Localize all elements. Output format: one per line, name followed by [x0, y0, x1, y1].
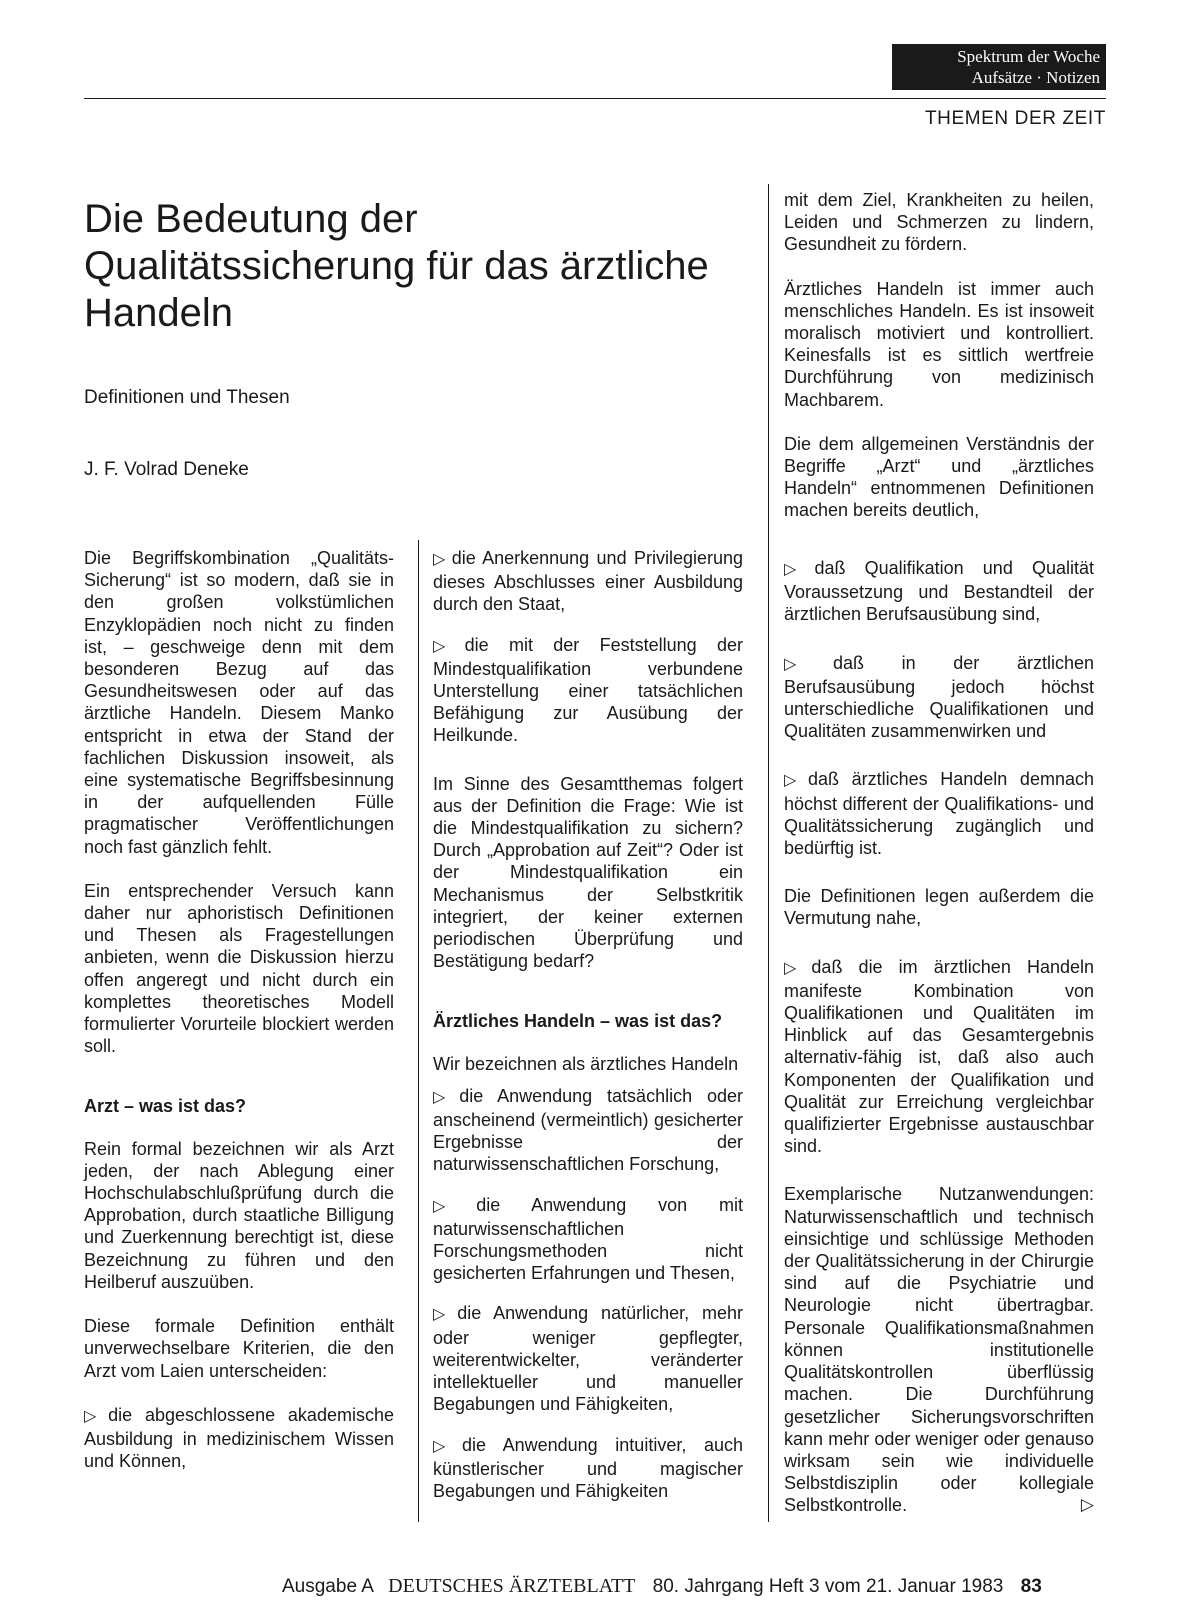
paragraph: Diese formale Definition enthält unverwechselbare Kriterien, die den Arzt vom Laien unterscheiden:	[84, 1316, 394, 1381]
article-title: Die Bedeutung der Qualitätssicherung für das ärztliche Handeln	[84, 197, 709, 335]
bullet-text: die Anerkennung und Privilegierung dieses Abschlusses einer Ausbildung durch den Staat,	[433, 548, 744, 615]
bullet-item	[84, 1404, 394, 1473]
section-label: THEMEN DER ZEIT	[924, 108, 1106, 129]
triangle-bullet-icon: ▷	[433, 551, 448, 568]
footer-edition: Ausgabe A	[282, 1576, 373, 1597]
paragraph: mit dem Ziel, Krankheiten zu heilen, Leiden und Schmerzen zu lindern, Gesundheit zu fördern.	[784, 190, 1094, 255]
page-number: 83	[1020, 1576, 1042, 1597]
column-divider-1	[418, 540, 419, 1522]
paragraph-text: Exemplarische Nutzanwendungen: Naturwissenschaftlich und technisch einsichtige und schlüssige Methoden der Qualitätssicherung in der Chirurgie sind auf die Psychiatrie und Neurologie nicht übertragbar. Personale Qualifikationsmaßnahmen können institutionelle Qualitätskontrollen überflüssig machen. Die Durchführung gesetzlicher Sicherungsvorschriften kann mehr oder weniger oder genauso wirksam sein wie individuelle Selbstdisziplin oder kollegiale Selbstkontrolle.	[784, 1184, 1094, 1516]
bullet-text: die mit der Feststellung der Mindestqualifikation verbundene Unterstellung einer tatsächlichen Befähigung zur Ausübung der Heilkunde.	[433, 634, 743, 746]
footer-issue: 80. Jahrgang Heft 3 vom 21. Januar 1983	[652, 1576, 1004, 1597]
bullet-text: die Anwendung tatsächlich oder anscheinend (vermeintlich) gesicherter Ergebnisse der naturwissenschaftlichen Forschung,	[433, 1085, 743, 1175]
bullet-item	[433, 547, 743, 616]
bullet-text: die Anwendung von mit naturwissenschaftlichen Forschungsmethoden nicht gesicherten Erfahrungen und Thesen,	[433, 1194, 743, 1284]
paragraph	[784, 1183, 1094, 1516]
bullet-text: die abgeschlossene akademische Ausbildung in medizinischem Wissen und Können,	[84, 1404, 394, 1472]
triangle-bullet-icon: ▷	[84, 1407, 105, 1425]
paragraph: Im Sinne des Gesamtthemas folgert aus der Definition die Frage: Wie ist die Mindestqualifikation zu sichern? Durch „Approbation auf Zeit“? Oder ist der Mindestqualifikation ein Mechanismus der Selbstkritik integriert, der keiner externen periodischen Überprüfung und Bestätigung bedarf?	[433, 773, 743, 972]
column-divider-2	[768, 184, 769, 1522]
column-3-top	[784, 189, 1094, 544]
section-box-line2: Aufsätze · Notizen	[971, 68, 1100, 87]
continuation-arrow-icon: ▷	[1080, 1495, 1094, 1515]
bullet-item	[433, 1434, 743, 1503]
paragraph: Ärztliches Handeln ist immer auch menschliches Handeln. Es ist insoweit moralisch motiviert und kontrolliert. Keinesfalls ist es sittlich wertfreie Durchführung von medizinisch Machbarem.	[784, 278, 1094, 410]
bullet-text: daß ärztliches Handeln demnach höchst different der Qualifikations- und Qualitätssicherung zugänglich und bedürftig ist.	[784, 769, 1094, 859]
bullet-text: daß die im ärztlichen Handeln manifeste Kombination von Qualifikationen und Qualitäten im Hinblick auf das Gesamtergebnis alternativ-fähig ist, daß also auch Komponenten der Qualifikation und Qualität zur Erreichung vergleichbar qualifizierter Ergebnisse austauschbar sind.	[784, 956, 1094, 1157]
column-3	[784, 557, 1094, 1539]
paragraph: Die dem allgemeinen Verständnis der Begriffe „Arzt“ und „ärztliches Handeln“ entnommenen Definitionen machen bereits deutlich,	[784, 433, 1094, 521]
section-heading: Ärztliches Handeln – was ist das?	[433, 1011, 723, 1032]
bullet-item	[784, 652, 1094, 743]
bullet-item	[433, 1194, 743, 1285]
triangle-bullet-icon: ▷	[784, 772, 804, 790]
paragraph: Ein entsprechender Versuch kann daher nur aphoristisch Definitionen und Thesen als Fragestellungen anbieten, wenn die Diskussion hierzu offen angeregt und nicht durch ein komplettes theoretisches Modell formulierter Vorurteile blockiert werden soll.	[84, 880, 394, 1057]
paragraph: Wir bezeichnen als ärztliches Handeln	[433, 1053, 739, 1074]
triangle-bullet-icon: ▷	[433, 637, 461, 655]
paragraph: Rein formal bezeichnen wir als Arzt jeden, der nach Ablegung einer Hochschulabschlußprüfung durch die Approbation, durch staatliche Billigung und Zuerkennung berechtigt ist, diese Bezeichnung zu führen und den Heilberuf auszuüben.	[84, 1138, 394, 1292]
top-rule	[84, 98, 1106, 99]
footer-journal: DEUTSCHES ÄRZTEBLATT	[388, 1575, 636, 1597]
triangle-bullet-icon: ▷	[433, 1437, 458, 1455]
bullet-text: die Anwendung intuitiver, auch künstlerischer und magischer Begabungen und Fähigkeiten	[433, 1434, 743, 1501]
triangle-bullet-icon: ▷	[784, 655, 829, 673]
column-2	[433, 547, 743, 1520]
section-box	[892, 44, 1106, 90]
bullet-text: daß Qualifikation und Qualität Voraussetzung und Bestandteil der ärztlichen Berufsausübung sind,	[784, 558, 1095, 625]
paragraph: Die Begriffskombination „Qualitäts-Sicherung“ ist so modern, daß sie in den großen volkstümlichen Enzyklopädien noch nicht zu finden ist, – geschweige denn mit dem besonderen Bezug auf das Gesundheitswesen oder auf das ärztliche Handeln. Diesem Manko entspricht in etwa der Stand der fachlichen Diskussion insoweit, als eine systematische Begriffsbesinnung in der aufquellenden Fülle pragmatischer Veröffentlichungen noch fast gänzlich fehlt.	[84, 548, 394, 857]
bullet-text: daß in der ärztlichen Berufsausübung jedoch höchst unterschiedliche Qualifikationen und Qualitäten zusammenwirken und	[784, 652, 1094, 742]
bullet-item	[433, 1302, 743, 1415]
paragraph: Die Definitionen legen außerdem die Vermutung nahe,	[784, 886, 1094, 929]
triangle-bullet-icon: ▷	[433, 1088, 456, 1106]
triangle-bullet-icon: ▷	[784, 561, 811, 578]
article-subtitle: Definitionen und Thesen	[84, 387, 290, 408]
bullet-item	[784, 557, 1094, 626]
page-footer	[282, 1575, 1102, 1598]
bullet-item	[784, 956, 1094, 1158]
bullet-item	[784, 768, 1094, 859]
bullet-text: die Anwendung natürlicher, mehr oder weniger gepflegter, weiterentwickelter, veränderter intellektueller und manueller Begabungen und Fähigkeiten,	[433, 1303, 743, 1415]
column-1	[84, 547, 394, 1490]
triangle-bullet-icon: ▷	[433, 1306, 454, 1324]
article-author: J. F. Volrad Deneke	[84, 459, 249, 480]
bullet-item	[433, 634, 743, 747]
section-heading: Arzt – was ist das?	[84, 1096, 247, 1117]
triangle-bullet-icon: ▷	[433, 1197, 473, 1215]
triangle-bullet-icon: ▷	[784, 959, 808, 977]
section-box-line1: Spektrum der Woche	[957, 47, 1100, 66]
bullet-item	[433, 1085, 743, 1176]
